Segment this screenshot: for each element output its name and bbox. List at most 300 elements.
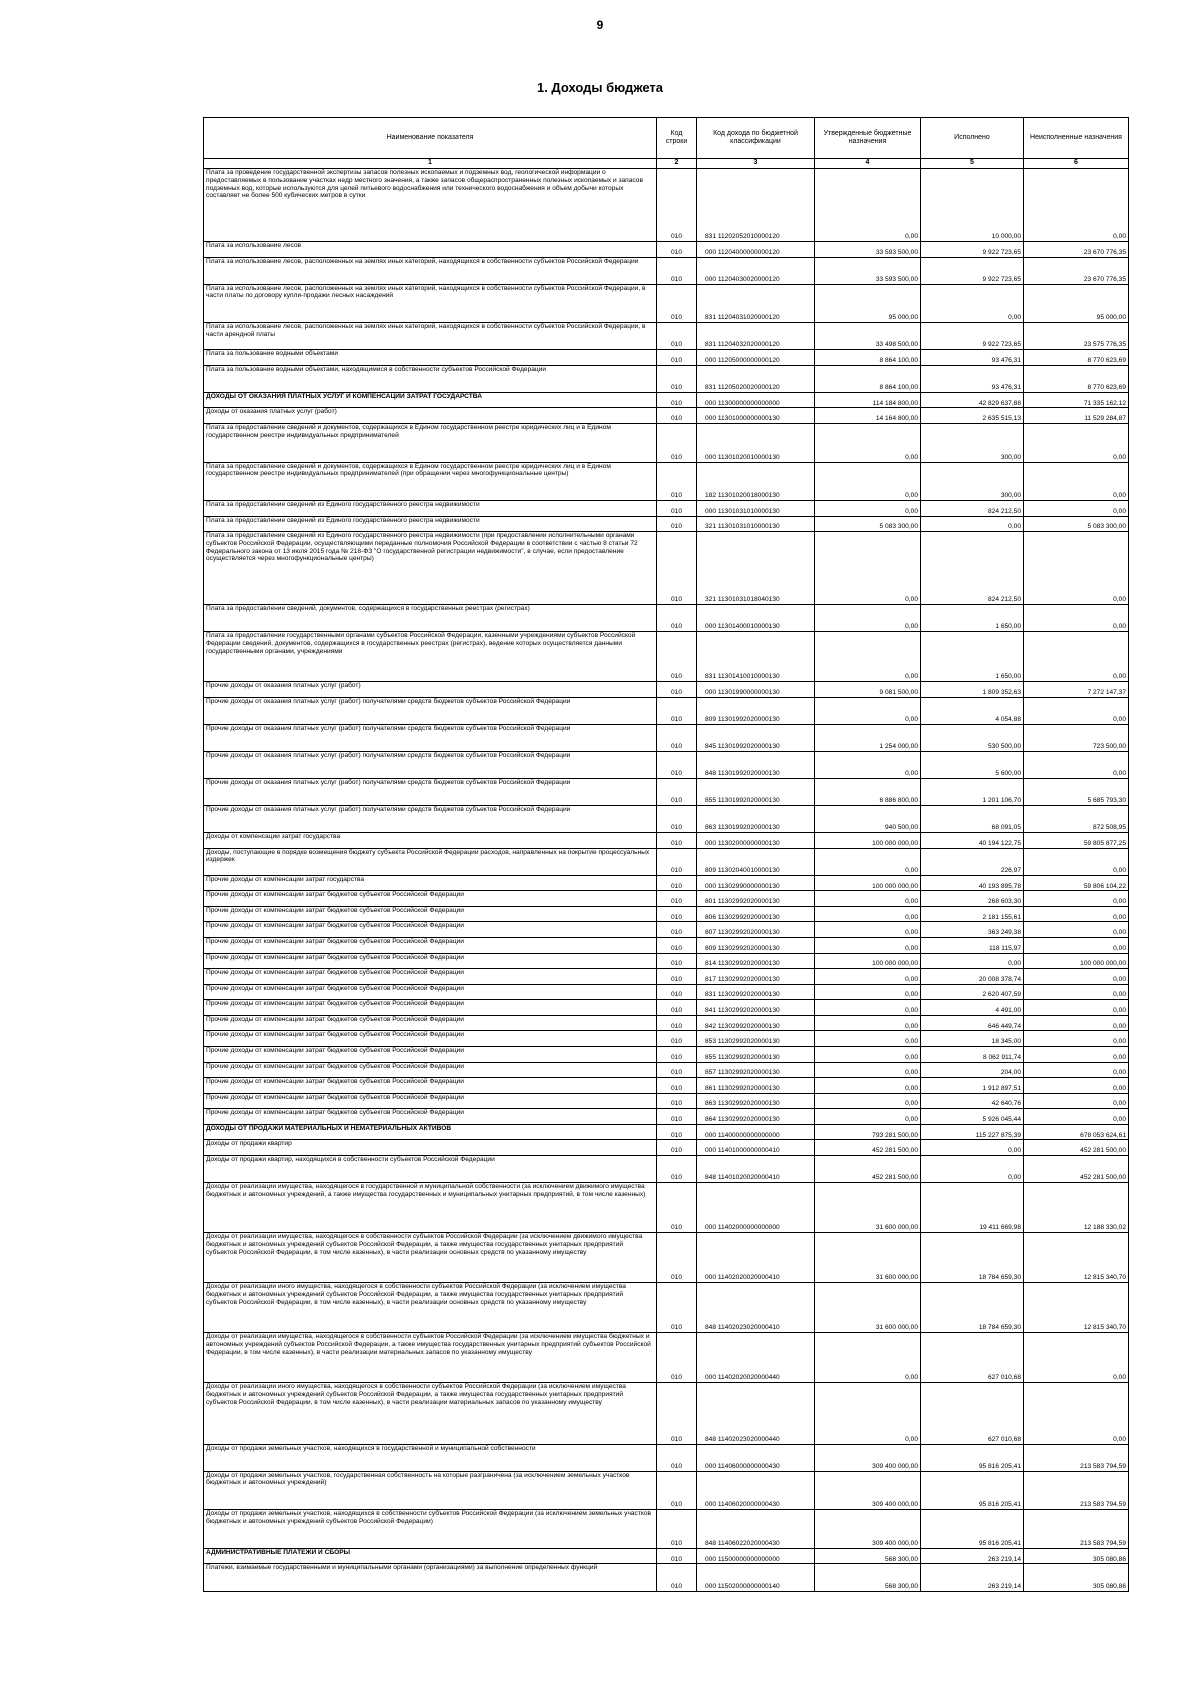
row-unexecuted: 0,00 <box>1024 1093 1129 1109</box>
row-revenue-code: 000 11406000000000430 <box>697 1444 815 1471</box>
row-approved: 95 000,00 <box>815 284 921 323</box>
row-revenue-code: 845 11301992020000130 <box>697 724 815 751</box>
row-revenue-code: 321 11301031010000130 <box>697 516 815 532</box>
row-line-code: 010 <box>657 1383 697 1445</box>
table-row <box>204 1548 1129 1564</box>
row-executed: 2 620 407,59 <box>921 984 1024 1000</box>
row-revenue-code: 809 11302040010000130 <box>697 848 815 875</box>
row-line-code: 010 <box>657 1109 697 1125</box>
table-row <box>204 751 1129 778</box>
row-revenue-code: 848 11401020020000410 <box>697 1155 815 1182</box>
row-unexecuted: 12 815 340,70 <box>1024 1232 1129 1282</box>
row-line-code: 010 <box>657 1444 697 1471</box>
row-unexecuted: 12 188 330,02 <box>1024 1182 1129 1232</box>
row-unexecuted: 0,00 <box>1024 532 1129 605</box>
row-line-code: 010 <box>657 284 697 323</box>
row-name: АДМИНИСТРАТИВНЫЕ ПЛАТЕЖИ И СБОРЫ <box>204 1548 657 1564</box>
row-executed: 646 449,74 <box>921 1015 1024 1031</box>
row-name: Прочие доходы от компенсации затрат бюджетов субъектов Российской Федерации <box>204 1109 657 1125</box>
row-approved: 33 593 500,00 <box>815 257 921 284</box>
row-unexecuted: 23 575 776,35 <box>1024 323 1129 350</box>
row-unexecuted: 12 815 340,70 <box>1024 1283 1129 1333</box>
table-header-row <box>204 118 1129 159</box>
table-row <box>204 284 1129 323</box>
row-revenue-code: 321 11301031018040130 <box>697 532 815 605</box>
row-revenue-code: 853 11302992020000130 <box>697 1031 815 1047</box>
row-line-code: 010 <box>657 806 697 833</box>
row-name: Плата за предоставление сведений, документов, содержащихся в государственных реестрах (регистрах) <box>204 605 657 632</box>
row-executed: 268 603,30 <box>921 891 1024 907</box>
table-row <box>204 984 1129 1000</box>
table-row <box>204 350 1129 366</box>
row-name: Прочие доходы от компенсации затрат бюджетов субъектов Российской Федерации <box>204 922 657 938</box>
row-revenue-code: 857 11302992020000130 <box>697 1062 815 1078</box>
row-executed: 10 000,00 <box>921 169 1024 242</box>
row-approved: 0,00 <box>815 1078 921 1094</box>
row-line-code: 010 <box>657 969 697 985</box>
row-unexecuted: 59 806 104,22 <box>1024 875 1129 891</box>
row-unexecuted: 0,00 <box>1024 697 1129 724</box>
revenue-table <box>203 117 1129 1592</box>
row-executed: 0,00 <box>921 516 1024 532</box>
row-unexecuted: 23 670 776,35 <box>1024 242 1129 258</box>
row-name: Прочие доходы от компенсации затрат бюджетов субъектов Российской Федерации <box>204 969 657 985</box>
row-unexecuted: 723 500,00 <box>1024 724 1129 751</box>
row-unexecuted: 213 583 794,59 <box>1024 1444 1129 1471</box>
row-line-code: 010 <box>657 532 697 605</box>
table-row <box>204 257 1129 284</box>
row-name: Плата за использование лесов <box>204 242 657 258</box>
row-unexecuted: 59 805 877,25 <box>1024 833 1129 849</box>
row-name: Прочие доходы от компенсации затрат бюджетов субъектов Российской Федерации <box>204 953 657 969</box>
page-number: 9 <box>596 18 604 32</box>
table-row <box>204 532 1129 605</box>
row-approved: 0,00 <box>815 1109 921 1125</box>
row-line-code: 010 <box>657 779 697 806</box>
row-revenue-code: 000 11300000000000000 <box>697 392 815 408</box>
header-revenue-code: Код дохода по бюджетной классификации <box>697 118 815 159</box>
table-row <box>204 891 1129 907</box>
table-row <box>204 779 1129 806</box>
row-line-code: 010 <box>657 697 697 724</box>
row-executed: 263 219,14 <box>921 1564 1024 1592</box>
row-unexecuted: 452 281 500,00 <box>1024 1155 1129 1182</box>
row-unexecuted: 0,00 <box>1024 938 1129 954</box>
row-revenue-code: 831 11301410010000130 <box>697 632 815 682</box>
row-unexecuted: 0,00 <box>1024 891 1129 907</box>
row-line-code: 010 <box>657 1548 697 1564</box>
row-revenue-code: 831 11204031020000120 <box>697 284 815 323</box>
row-approved: 0,00 <box>815 632 921 682</box>
table-row <box>204 922 1129 938</box>
row-revenue-code: 000 11502000000000140 <box>697 1564 815 1592</box>
row-approved: 0,00 <box>815 1046 921 1062</box>
row-executed: 5 926 045,44 <box>921 1109 1024 1125</box>
row-executed: 0,00 <box>921 953 1024 969</box>
column-number: 1 <box>204 159 657 169</box>
row-revenue-code: 831 11204032020000120 <box>697 323 815 350</box>
row-name: ДОХОДЫ ОТ ПРОДАЖИ МАТЕРИАЛЬНЫХ И НЕМАТЕРИАЛЬНЫХ АКТИВОВ <box>204 1124 657 1140</box>
row-line-code: 010 <box>657 938 697 954</box>
row-revenue-code: 841 11302992020000130 <box>697 1000 815 1016</box>
table-row <box>204 1182 1129 1232</box>
row-name: Доходы от реализации имущества, находящегося в государственной и муниципальной собственности (за исключением движимого имущества бюджетных и автономных учреждений, а также имущества государственных и муниципальных унитарных предприятий, в том числе казенных) <box>204 1182 657 1232</box>
table-row <box>204 516 1129 532</box>
row-executed: 0,00 <box>921 284 1024 323</box>
row-revenue-code: 831 11205020020000120 <box>697 365 815 392</box>
row-revenue-code: 817 11302992020000130 <box>697 969 815 985</box>
column-number: 3 <box>697 159 815 169</box>
row-name: Доходы от реализации иного имущества, находящегося в собственности субъектов Российской Федерации (за исключением имущества бюджетных и автономных учреждений субъектов Российской Федерации, а также имущества государственных унитарных предприятий субъектов Российской Федерации, в том числе казенных), в части реализации материальных запасов по указанному имуществу <box>204 1383 657 1445</box>
row-unexecuted: 0,00 <box>1024 969 1129 985</box>
row-executed: 9 922 723,65 <box>921 257 1024 284</box>
row-approved: 0,00 <box>815 1062 921 1078</box>
row-unexecuted: 678 053 624,61 <box>1024 1124 1129 1140</box>
row-line-code: 010 <box>657 1333 697 1383</box>
row-approved: 0,00 <box>815 1000 921 1016</box>
row-line-code: 010 <box>657 875 697 891</box>
row-revenue-code: 000 11301020010000130 <box>697 423 815 462</box>
row-unexecuted: 0,00 <box>1024 1000 1129 1016</box>
row-unexecuted: 5 685 793,30 <box>1024 779 1129 806</box>
row-executed: 95 816 205,41 <box>921 1471 1024 1510</box>
row-name: Доходы от продажи квартир, находящихся в собственности субъектов Российской Федерации <box>204 1155 657 1182</box>
row-name: Прочие доходы от компенсации затрат бюджетов субъектов Российской Федерации <box>204 891 657 907</box>
row-name: Прочие доходы от компенсации затрат бюджетов субъектов Российской Федерации <box>204 1015 657 1031</box>
row-revenue-code: 855 11302992020000130 <box>697 1046 815 1062</box>
row-name: Доходы от реализации иного имущества, находящегося в собственности субъектов Российской Федерации (за исключением имущества бюджетных и автономных учреждений субъектов Российской Федерации, а также имущества государственных унитарных предприятий субъектов Российской Федерации, в том числе казенных), в части реализации основных средств по указанному имуществу <box>204 1283 657 1333</box>
row-line-code: 010 <box>657 257 697 284</box>
table-row <box>204 1283 1129 1333</box>
row-revenue-code: 000 11204030020000120 <box>697 257 815 284</box>
row-approved: 1 254 000,00 <box>815 724 921 751</box>
row-executed: 0,00 <box>921 1155 1024 1182</box>
table-row <box>204 423 1129 462</box>
row-name: Прочие доходы от компенсации затрат бюджетов субъектов Российской Федерации <box>204 1031 657 1047</box>
row-name: Прочие доходы от компенсации затрат бюджетов субъектов Российской Федерации <box>204 1000 657 1016</box>
row-revenue-code: 848 11402023020000440 <box>697 1383 815 1445</box>
row-line-code: 010 <box>657 350 697 366</box>
row-executed: 18 784 659,30 <box>921 1232 1024 1282</box>
row-approved: 9 081 500,00 <box>815 682 921 698</box>
row-line-code: 010 <box>657 922 697 938</box>
row-unexecuted: 5 083 300,00 <box>1024 516 1129 532</box>
table-row <box>204 1140 1129 1156</box>
row-executed: 0,00 <box>921 1140 1024 1156</box>
row-executed: 1 650,00 <box>921 605 1024 632</box>
row-approved: 0,00 <box>815 984 921 1000</box>
row-unexecuted: 11 529 284,87 <box>1024 408 1129 424</box>
row-approved: 0,00 <box>815 169 921 242</box>
row-revenue-code: 801 11302992020000130 <box>697 891 815 907</box>
row-executed: 20 008 378,74 <box>921 969 1024 985</box>
row-line-code: 010 <box>657 1124 697 1140</box>
row-executed: 1 201 106,70 <box>921 779 1024 806</box>
table-row <box>204 1564 1129 1592</box>
row-line-code: 010 <box>657 1471 697 1510</box>
table-row <box>204 1093 1129 1109</box>
row-name: Доходы от продажи земельных участков, находящихся в собственности субъектов Российской Федерации (за исключением земельных участков бюджетных и автономных учреждений субъектов Российской Федерации) <box>204 1510 657 1549</box>
row-line-code: 010 <box>657 365 697 392</box>
row-revenue-code: 000 11402020020000440 <box>697 1333 815 1383</box>
row-approved: 31 600 000,00 <box>815 1232 921 1282</box>
table-row <box>204 1333 1129 1383</box>
row-unexecuted: 0,00 <box>1024 1333 1129 1383</box>
row-approved: 0,00 <box>815 969 921 985</box>
row-unexecuted: 0,00 <box>1024 423 1129 462</box>
table-row <box>204 392 1129 408</box>
table-row <box>204 806 1129 833</box>
row-name: Плата за использование лесов, расположенных на землях иных категорий, находящихся в собственности субъектов Российской Федерации <box>204 257 657 284</box>
row-name: Прочие доходы от компенсации затрат государства <box>204 875 657 891</box>
row-line-code: 010 <box>657 751 697 778</box>
row-unexecuted: 0,00 <box>1024 1078 1129 1094</box>
row-name: Доходы от оказания платных услуг (работ) <box>204 408 657 424</box>
row-revenue-code: 814 11302992020000130 <box>697 953 815 969</box>
row-executed: 93 476,31 <box>921 350 1024 366</box>
table-row <box>204 1444 1129 1471</box>
row-approved: 31 600 000,00 <box>815 1182 921 1232</box>
row-unexecuted: 872 508,95 <box>1024 806 1129 833</box>
row-name: Плата за предоставление сведений и документов, содержащихся в Едином государственном реестре юридических лиц и в Едином государственном реестре индивидуальных предпринимателей (при обращении через многофункциональные центры) <box>204 462 657 501</box>
row-revenue-code: 000 11402000000000000 <box>697 1182 815 1232</box>
row-executed: 115 227 875,39 <box>921 1124 1024 1140</box>
table-row <box>204 848 1129 875</box>
row-line-code: 010 <box>657 1140 697 1156</box>
row-approved: 14 164 800,00 <box>815 408 921 424</box>
row-line-code: 010 <box>657 1283 697 1333</box>
row-executed: 4 054,88 <box>921 697 1024 724</box>
row-unexecuted: 0,00 <box>1024 1383 1129 1445</box>
row-name: Плата за предоставление сведений и документов, содержащихся в Едином государственном реестре юридических лиц и в Едином государственном реестре индивидуальных предпринимателей <box>204 423 657 462</box>
row-line-code: 010 <box>657 392 697 408</box>
row-line-code: 010 <box>657 323 697 350</box>
row-revenue-code: 848 11406022020000430 <box>697 1510 815 1549</box>
row-line-code: 010 <box>657 423 697 462</box>
row-name: Плата за пользование водными объектами, находящимися в собственности субъектов Российской Федерации <box>204 365 657 392</box>
column-number-row <box>204 159 1129 169</box>
row-unexecuted: 7 272 147,37 <box>1024 682 1129 698</box>
row-executed: 9 922 723,65 <box>921 242 1024 258</box>
row-name: Доходы, поступающие в порядке возмещения бюджету субъекта Российской Федерации расходов, направленных на покрытие процессуальных издержек <box>204 848 657 875</box>
header-line-code: Код строки <box>657 118 697 159</box>
row-line-code: 010 <box>657 605 697 632</box>
row-unexecuted: 8 770 623,69 <box>1024 350 1129 366</box>
row-unexecuted: 23 670 776,35 <box>1024 257 1129 284</box>
table-row <box>204 953 1129 969</box>
row-unexecuted: 0,00 <box>1024 462 1129 501</box>
row-line-code: 010 <box>657 1510 697 1549</box>
row-line-code: 010 <box>657 408 697 424</box>
row-revenue-code: 848 11301992020000130 <box>697 751 815 778</box>
row-revenue-code: 000 11406020000000430 <box>697 1471 815 1510</box>
row-unexecuted: 0,00 <box>1024 605 1129 632</box>
row-name: Прочие доходы от оказания платных услуг (работ) получателями средств бюджетов субъектов Российской Федерации <box>204 697 657 724</box>
row-name: Прочие доходы от оказания платных услуг (работ) <box>204 682 657 698</box>
row-executed: 530 500,00 <box>921 724 1024 751</box>
row-name: Прочие доходы от компенсации затрат бюджетов субъектов Российской Федерации <box>204 938 657 954</box>
row-executed: 627 010,68 <box>921 1333 1024 1383</box>
row-revenue-code: 000 11302000000000130 <box>697 833 815 849</box>
table-row <box>204 1471 1129 1510</box>
row-name: Плата за пользование водными объектами <box>204 350 657 366</box>
row-approved: 114 184 800,00 <box>815 392 921 408</box>
table-row <box>204 1383 1129 1445</box>
row-unexecuted: 8 770 623,69 <box>1024 365 1129 392</box>
row-executed: 68 091,05 <box>921 806 1024 833</box>
row-executed: 95 816 205,41 <box>921 1444 1024 1471</box>
row-unexecuted: 213 583 794,59 <box>1024 1510 1129 1549</box>
column-number: 6 <box>1024 159 1129 169</box>
table-row <box>204 875 1129 891</box>
row-revenue-code: 861 11302992020000130 <box>697 1078 815 1094</box>
row-approved: 6 886 800,00 <box>815 779 921 806</box>
row-unexecuted: 71 335 162,12 <box>1024 392 1129 408</box>
row-approved: 452 281 500,00 <box>815 1155 921 1182</box>
row-revenue-code: 000 11204000000000120 <box>697 242 815 258</box>
row-approved: 100 000 000,00 <box>815 833 921 849</box>
table-row <box>204 1062 1129 1078</box>
row-unexecuted: 0,00 <box>1024 1015 1129 1031</box>
table-row <box>204 632 1129 682</box>
header-unexecuted: Неисполненные назначения <box>1024 118 1129 159</box>
row-revenue-code: 000 11401000000000410 <box>697 1140 815 1156</box>
row-unexecuted: 0,00 <box>1024 984 1129 1000</box>
row-executed: 263 219,14 <box>921 1548 1024 1564</box>
row-line-code: 010 <box>657 1093 697 1109</box>
row-approved: 452 281 500,00 <box>815 1140 921 1156</box>
row-executed: 93 476,31 <box>921 365 1024 392</box>
row-name: Прочие доходы от оказания платных услуг (работ) получателями средств бюджетов субъектов Российской Федерации <box>204 751 657 778</box>
row-revenue-code: 000 11301400010000130 <box>697 605 815 632</box>
row-approved: 0,00 <box>815 922 921 938</box>
table-row <box>204 242 1129 258</box>
row-revenue-code: 863 11301992020000130 <box>697 806 815 833</box>
row-approved: 0,00 <box>815 906 921 922</box>
column-number: 4 <box>815 159 921 169</box>
row-line-code: 010 <box>657 953 697 969</box>
row-unexecuted: 0,00 <box>1024 501 1129 517</box>
row-line-code: 010 <box>657 848 697 875</box>
row-unexecuted: 305 080,86 <box>1024 1548 1129 1564</box>
row-executed: 204,00 <box>921 1062 1024 1078</box>
row-revenue-code: 806 11302992020000130 <box>697 906 815 922</box>
row-executed: 18 345,00 <box>921 1031 1024 1047</box>
row-executed: 1 809 352,63 <box>921 682 1024 698</box>
table-row <box>204 906 1129 922</box>
table-row <box>204 462 1129 501</box>
row-name: Прочие доходы от компенсации затрат бюджетов субъектов Российской Федерации <box>204 906 657 922</box>
row-approved: 0,00 <box>815 848 921 875</box>
row-name: Плата за проведение государственной экспертизы запасов полезных ископаемых и подземных вод, геологической информации о предоставляемых в пользование участках недр местного значения, а также запасов общераспространенных полезных ископаемых и запасов подземных вод, которые используются для целей питьевого водоснабжения или технического водоснабжения и объем добычи которых составляет не более 500 кубических метров в сутки <box>204 169 657 242</box>
row-approved: 31 600 000,00 <box>815 1283 921 1333</box>
row-approved: 568 300,00 <box>815 1548 921 1564</box>
row-approved: 0,00 <box>815 1031 921 1047</box>
row-approved: 0,00 <box>815 532 921 605</box>
row-revenue-code: 809 11302992020000130 <box>697 938 815 954</box>
row-approved: 8 864 100,00 <box>815 365 921 392</box>
row-name: Прочие доходы от компенсации затрат бюджетов субъектов Российской Федерации <box>204 984 657 1000</box>
header-approved: Утвержденные бюджетные назначения <box>815 118 921 159</box>
row-approved: 0,00 <box>815 605 921 632</box>
row-revenue-code: 831 11202052010000120 <box>697 169 815 242</box>
row-executed: 2 635 515,13 <box>921 408 1024 424</box>
row-approved: 0,00 <box>815 501 921 517</box>
row-approved: 793 281 500,00 <box>815 1124 921 1140</box>
row-name: Прочие доходы от оказания платных услуг (работ) получателями средств бюджетов субъектов Российской Федерации <box>204 724 657 751</box>
row-line-code: 010 <box>657 1232 697 1282</box>
row-executed: 1 650,00 <box>921 632 1024 682</box>
table-row <box>204 408 1129 424</box>
row-line-code: 010 <box>657 891 697 907</box>
table-row <box>204 1015 1129 1031</box>
table-row <box>204 323 1129 350</box>
row-executed: 824 212,50 <box>921 532 1024 605</box>
row-executed: 1 912 897,51 <box>921 1078 1024 1094</box>
row-line-code: 010 <box>657 906 697 922</box>
row-executed: 9 922 723,65 <box>921 323 1024 350</box>
column-number: 2 <box>657 159 697 169</box>
row-approved: 309 400 000,00 <box>815 1510 921 1549</box>
row-line-code: 010 <box>657 1046 697 1062</box>
row-approved: 0,00 <box>815 423 921 462</box>
row-name: Доходы от реализации имущества, находящегося в собственности субъектов Российской Федерации (за исключением движимого имущества бюджетных и автономных учреждений субъектов Российской Федерации, а также имущества государственных унитарных предприятий субъектов Российской Федерации, в том числе казенных), в части реализации основных средств по указанному имуществу <box>204 1232 657 1282</box>
row-executed: 824 212,50 <box>921 501 1024 517</box>
row-approved: 0,00 <box>815 1383 921 1445</box>
row-name: Доходы от продажи квартир <box>204 1140 657 1156</box>
row-approved: 568 300,00 <box>815 1564 921 1592</box>
table-row <box>204 501 1129 517</box>
row-line-code: 010 <box>657 1062 697 1078</box>
row-executed: 42 829 637,88 <box>921 392 1024 408</box>
row-name: Прочие доходы от компенсации затрат бюджетов субъектов Российской Федерации <box>204 1046 657 1062</box>
table-row <box>204 1000 1129 1016</box>
row-line-code: 010 <box>657 984 697 1000</box>
row-approved: 309 400 000,00 <box>815 1444 921 1471</box>
row-name: Прочие доходы от оказания платных услуг (работ) получателями средств бюджетов субъектов Российской Федерации <box>204 779 657 806</box>
row-approved: 940 500,00 <box>815 806 921 833</box>
table-row <box>204 1232 1129 1282</box>
row-revenue-code: 000 11301990000000130 <box>697 682 815 698</box>
row-revenue-code: 000 11402020020000410 <box>697 1232 815 1282</box>
row-line-code: 010 <box>657 682 697 698</box>
row-revenue-code: 000 11500000000000000 <box>697 1548 815 1564</box>
row-line-code: 010 <box>657 1015 697 1031</box>
row-unexecuted: 100 000 000,00 <box>1024 953 1129 969</box>
row-name: Прочие доходы от компенсации затрат бюджетов субъектов Российской Федерации <box>204 1093 657 1109</box>
row-name: Доходы от продажи земельных участков, государственная собственность на которые разграничена (за исключением земельных участков бюджетных и автономных учреждений) <box>204 1471 657 1510</box>
row-executed: 363 249,38 <box>921 922 1024 938</box>
row-approved: 0,00 <box>815 1015 921 1031</box>
row-executed: 19 411 669,98 <box>921 1182 1024 1232</box>
row-revenue-code: 809 11301992020000130 <box>697 697 815 724</box>
row-unexecuted: 452 281 500,00 <box>1024 1140 1129 1156</box>
table-row <box>204 833 1129 849</box>
row-revenue-code: 842 11302992020000130 <box>697 1015 815 1031</box>
row-revenue-code: 000 11301031010000130 <box>697 501 815 517</box>
row-revenue-code: 807 11302992020000130 <box>697 922 815 938</box>
row-line-code: 010 <box>657 1031 697 1047</box>
revenue-table-container <box>203 117 1128 1592</box>
row-line-code: 010 <box>657 833 697 849</box>
row-unexecuted: 0,00 <box>1024 848 1129 875</box>
row-name: Плата за предоставление сведений из Единого государственного реестра недвижимости <box>204 516 657 532</box>
row-unexecuted: 213 583 794,59 <box>1024 1471 1129 1510</box>
row-revenue-code: 864 11302992020000130 <box>697 1109 815 1125</box>
row-approved: 0,00 <box>815 751 921 778</box>
table-row <box>204 1510 1129 1549</box>
row-executed: 40 193 895,78 <box>921 875 1024 891</box>
